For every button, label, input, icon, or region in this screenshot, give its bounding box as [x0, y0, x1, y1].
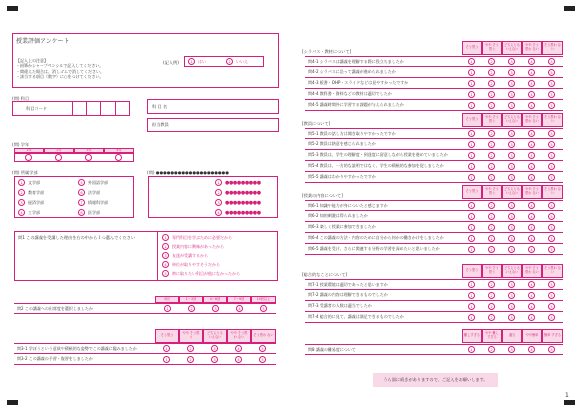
page-title: 授業評価アンケート [16, 38, 70, 45]
answer-circle[interactable]: 4 [528, 163, 535, 170]
answer-circle[interactable]: 4 [528, 303, 535, 310]
id-masked-text: ●●●●●●●●● [225, 179, 261, 186]
code-cell-divider [100, 101, 101, 116]
answer-circle[interactable]: 4 [528, 224, 535, 231]
registration-mark [7, 400, 18, 405]
answer-circle[interactable]: 4 [528, 246, 535, 253]
answer-circle[interactable]: 5 [548, 213, 555, 220]
answer-circle[interactable]: 2 [488, 102, 495, 109]
answer-circle[interactable]: 3 [508, 102, 515, 109]
scale-header: やや そう思わ ない [227, 329, 251, 343]
grade-circle[interactable] [55, 154, 62, 161]
id-option[interactable] [215, 179, 261, 186]
question-text: 問5-2 教員は熱意を感じられましたか [308, 141, 376, 146]
answer-circle[interactable]: 4 [528, 130, 535, 137]
option-circle: 2 [18, 189, 25, 196]
notes [16, 58, 104, 80]
answer-circle[interactable]: 1 [468, 174, 475, 181]
faculty-option[interactable] [18, 199, 44, 206]
scale-header: そう思わ ない [542, 185, 563, 199]
answer-circle[interactable]: 1 [468, 58, 475, 65]
question-text: 問3-2 この講義の予習・復習をしましたか [17, 356, 93, 361]
reason-divider [157, 231, 158, 281]
answer-circle[interactable]: 3 [508, 69, 515, 76]
answer-circle[interactable]: 1 [468, 314, 475, 321]
answer-circle[interactable]: 1 [468, 303, 475, 310]
answer-circle[interactable]: 2 [488, 69, 495, 76]
question-text: 問7-3 受講者の人数は適当でしたか [308, 303, 372, 308]
question-text: 問5-4 教員は、一方的な説明ではなく、学生の積極的な参加を促しましたか [308, 163, 444, 168]
attendance-circle[interactable]: 5 [260, 305, 267, 312]
scale-header: やや そう思う [179, 329, 203, 343]
option-circle: 5 [162, 270, 169, 277]
option-label: 工学部 [28, 209, 40, 215]
answer-circle[interactable]: 2 [488, 130, 495, 137]
option-circle: 6 [78, 189, 85, 196]
option-label: 単位が取りやすそうだから [172, 261, 220, 267]
answer-circle[interactable]: 4 [528, 91, 535, 98]
answer-circle[interactable]: 2 [488, 163, 495, 170]
answer-circle[interactable]: 4 [528, 202, 535, 209]
level-circle[interactable]: 1 [468, 346, 475, 353]
scale-header: やや そう思わ ない [522, 41, 542, 55]
level-header: 難しすぎる [462, 329, 482, 343]
question-text: 問5-3 教員は、学生の理解度・到達度に留意しながら授業を進めていましたか [308, 152, 448, 157]
answer-circle[interactable]: 3 [508, 303, 515, 310]
faculty-option[interactable] [78, 189, 100, 196]
attendance-header: 1〜3回 [179, 296, 203, 303]
faculty-title: (問) 所属学部 [12, 170, 38, 175]
note-line: ・間違えた場合は、消しゴムで消してください。 [16, 68, 104, 74]
registration-mark [7, 6, 18, 11]
question-text: 問7-2 講義の内容は理解できるものでしたか [308, 292, 388, 297]
scale-header: どちらとも いえない [502, 185, 522, 199]
scale-header: やや そう思わ ない [522, 264, 542, 278]
answer-circle[interactable]: 2 [488, 213, 495, 220]
answer-circle[interactable]: 2 [488, 281, 495, 288]
answer-circle[interactable]: 2 [488, 174, 495, 181]
answer-circle[interactable]: 2 [488, 202, 495, 209]
level-header: 簡単 すぎる [542, 329, 563, 343]
question-text: 問5-1 教員の話し方は聞き取りやすかったですか [308, 130, 396, 136]
answer-circle[interactable]: 1 [468, 80, 475, 87]
option-circle: 4 [215, 209, 222, 216]
answer-circle[interactable]: 4 [528, 141, 535, 148]
answer-circle[interactable]: 5 [548, 314, 555, 321]
answer-circle[interactable]: 3 [508, 152, 515, 159]
attendance-header: 4〜6回 [203, 296, 227, 303]
section-title: [授業の内容について] [302, 193, 343, 198]
answer-circle[interactable]: 5 [548, 246, 555, 253]
code-cell-divider [86, 101, 87, 116]
answer-circle[interactable]: 4 [528, 281, 535, 288]
question-row [305, 211, 563, 222]
reason-question: 問1 この講義を受講した理由を右の中から１つ選んでください [18, 235, 136, 240]
question-row [305, 222, 563, 233]
question-text: 問4-5 講義時間外に学習する課題が与えられましたか [308, 102, 404, 107]
code-cell-divider [72, 101, 73, 116]
answer-circle[interactable]: 5 [548, 303, 555, 310]
answer-circle[interactable]: 4 [235, 345, 242, 352]
grade-header: 2年 [44, 148, 74, 153]
scale-header: どちらとも いえない [502, 113, 522, 127]
answer-circle[interactable]: 1 [468, 246, 475, 253]
scale-header: そう思う [462, 185, 482, 199]
option-label: 医学部 [88, 209, 100, 215]
grade-header: 3年 [74, 148, 104, 153]
answer-circle[interactable]: 3 [508, 246, 515, 253]
answer-circle[interactable]: 5 [548, 80, 555, 87]
option-label: 授業内容に興味があったから [172, 243, 224, 249]
reason-option[interactable] [162, 261, 220, 268]
question-row [305, 172, 563, 183]
grade-circle[interactable] [25, 154, 32, 161]
question-row [305, 139, 563, 150]
option-circle: 7 [78, 199, 85, 206]
question-row [305, 56, 563, 67]
answer-circle[interactable]: 3 [508, 58, 515, 65]
answer-circle[interactable]: 5 [548, 174, 555, 181]
option-circle: 2 [162, 243, 169, 250]
faculty-option[interactable] [78, 199, 108, 206]
attendance-circle[interactable]: 3 [212, 305, 219, 312]
question-text: 問4-3 板書・OHP・スライドなどは見やすかったですか [308, 80, 409, 85]
answer-circle[interactable]: 1 [468, 281, 475, 288]
option-label: 時に取りたい科目が他になかったから [172, 270, 240, 276]
subject-code-label: 科目コード [26, 106, 47, 111]
answer-circle[interactable]: 2 [488, 80, 495, 87]
answer-circle[interactable]: 1 [468, 130, 475, 137]
faculty-option[interactable] [18, 179, 40, 186]
answer-circle[interactable]: 3 [211, 356, 218, 363]
answer-circle[interactable]: 5 [548, 141, 555, 148]
answer-circle[interactable]: 1 [468, 102, 475, 109]
option-label: 情報科学部 [88, 199, 108, 205]
answer-circle[interactable]: 1 [468, 141, 475, 148]
id-option[interactable] [215, 209, 261, 216]
answer-circle[interactable]: 5 [548, 152, 555, 159]
registration-mark [564, 400, 575, 405]
answer-circle[interactable]: 4 [528, 69, 535, 76]
reason-option[interactable] [162, 234, 232, 241]
faculty-option[interactable] [78, 179, 108, 186]
option-label: 教育学部 [28, 189, 44, 195]
faculty-option[interactable] [18, 189, 44, 196]
answer-circle[interactable]: 3 [508, 141, 515, 148]
option-label: 文学部 [28, 179, 40, 185]
answer-circle[interactable]: 5 [548, 130, 555, 137]
answer-circle[interactable]: 1 [468, 292, 475, 299]
grade-header: 4年 [104, 148, 134, 153]
answer-circle[interactable]: 2 [488, 58, 495, 65]
answer-circle[interactable]: 3 [508, 314, 515, 321]
scale-header: そう思わ ない [251, 329, 276, 343]
level-question: 問8 講義の難易度について [308, 346, 356, 352]
section-title: [シラバス・教材について] [302, 49, 352, 54]
question-text: 問7-4 総合的に見て、講義は満足できるものでしたか [308, 314, 404, 319]
answer-circle[interactable]: 5 [548, 281, 555, 288]
answer-circle[interactable]: 3 [508, 163, 515, 170]
attendance-header: 7〜9回 [227, 296, 251, 303]
note-line: 【記入上の注意】 [16, 58, 48, 63]
answer-circle[interactable]: 4 [528, 174, 535, 181]
subject-name-label: 科 目 名 [152, 104, 168, 109]
answer-circle[interactable]: 1 [163, 345, 170, 352]
scale-header: やや そう思わ ない [522, 185, 542, 199]
answer-circle[interactable]: 3 [211, 345, 218, 352]
question-row [305, 150, 563, 161]
answer-circle[interactable]: 5 [548, 235, 555, 242]
question-text: 問6-1 知識や能力が身についたと感じますか [308, 202, 388, 208]
question-row [305, 89, 563, 100]
scale-header: やや そう思う [482, 264, 502, 278]
question-text: 問6-5 講義を受け、さらに関連する分野の学習を深めたいと思いましたか [308, 246, 440, 251]
option-label: 専門科目を学ぶために必要だから [172, 234, 232, 240]
faculty-option[interactable] [18, 209, 40, 216]
option-circle: 1 [162, 234, 169, 241]
answer-circle[interactable]: 1 [468, 213, 475, 220]
question-text: 問5-5 講義はわかりやすかったですか [308, 174, 376, 179]
id-option[interactable] [215, 199, 261, 206]
example-no-label: いいえ [236, 58, 248, 64]
page-number: 1 [565, 392, 569, 399]
example-no [226, 58, 248, 65]
answer-circle[interactable]: 4 [528, 152, 535, 159]
attendance-header: 10回以上 [251, 296, 276, 303]
question-row [305, 233, 563, 244]
question-row [305, 100, 563, 111]
level-circle[interactable]: 2 [488, 346, 495, 353]
attendance-circle[interactable]: 4 [236, 305, 243, 312]
option-label: 外国語学部 [88, 179, 108, 185]
reason-option[interactable] [162, 270, 240, 277]
answer-circle[interactable]: 2 [488, 314, 495, 321]
question-text: 問4-2 シラバスに沿って講義が進められましたか [308, 69, 396, 74]
footer-note [373, 373, 498, 387]
question-text: 問6-3 楽しく授業に参加できましたか [308, 224, 376, 229]
question-row [305, 128, 563, 139]
answer-circle[interactable]: 2 [488, 292, 495, 299]
id-masked-text: ●●●●●●●●● [225, 209, 261, 216]
answer-circle[interactable]: 5 [548, 102, 555, 109]
question-text: 問4-4 教科書・資料などの教材は適切でしたか [308, 91, 392, 96]
answer-circle[interactable]: 3 [508, 130, 515, 137]
answer-circle[interactable]: 4 [235, 356, 242, 363]
answer-circle[interactable]: 1 [468, 91, 475, 98]
question-text: 問3-1 学ぼうという意欲や積極的な姿勢でこの講義に臨みましたか [17, 345, 137, 351]
id-block-title: (問) ●●●●●●●●●●●●●●●●●●●● [147, 170, 229, 175]
example-yes [188, 58, 206, 65]
answer-circle[interactable]: 5 [259, 356, 266, 363]
answer-circle[interactable]: 2 [488, 235, 495, 242]
subject-title: (問) 科目 [12, 96, 30, 101]
answer-circle[interactable]: 2 [488, 152, 495, 159]
answer-circle[interactable]: 2 [488, 303, 495, 310]
attendance-header: 0回 [155, 296, 179, 303]
scale-header: そう思う [155, 329, 179, 343]
question-row [305, 312, 563, 323]
question-text: 問4-1 シラバスは講義を理解する際に役立ちましたか [308, 58, 404, 64]
answer-circle[interactable]: 2 [488, 224, 495, 231]
code-cell-divider [115, 101, 116, 116]
answer-circle[interactable]: 3 [508, 91, 515, 98]
answer-circle[interactable]: 1 [468, 202, 475, 209]
scale-header: そう思わ ない [542, 113, 563, 127]
scale-header: そう思わ ない [542, 264, 563, 278]
example-yes-label: はい [198, 58, 206, 64]
grade-circle[interactable] [115, 154, 122, 161]
scale-header: やや そう思う [482, 113, 502, 127]
faculty-option[interactable] [78, 209, 100, 216]
answer-circle[interactable]: 4 [528, 235, 535, 242]
answer-circle[interactable]: 1 [468, 235, 475, 242]
answer-circle[interactable]: 4 [528, 102, 535, 109]
scale-header: そう思う [462, 41, 482, 55]
level-circle[interactable]: 4 [528, 346, 535, 353]
answer-circle[interactable]: 4 [528, 58, 535, 65]
scale-header: やや そう思わ ない [522, 113, 542, 127]
reason-option[interactable] [162, 243, 224, 250]
scale-header: やや そう思う [482, 41, 502, 55]
option-circle: 4 [162, 261, 169, 268]
question-row [305, 67, 563, 78]
option-circle: 3 [18, 199, 25, 206]
answer-circle[interactable]: 3 [508, 281, 515, 288]
id-option[interactable] [215, 189, 261, 196]
question-row [305, 78, 563, 89]
attendance-circle[interactable]: 2 [188, 305, 195, 312]
answer-circle[interactable]: 5 [548, 202, 555, 209]
option-label: 法学部 [88, 189, 100, 195]
answer-circle[interactable]: 5 [548, 58, 555, 65]
note-line: ・該当する項目（数字）に○をつけてください。 [16, 74, 104, 80]
answer-circle[interactable]: 4 [528, 213, 535, 220]
question-text: 問7-1 授業環境は適切であったと思いますか [308, 281, 388, 287]
question-text: 問6-2 知的刺激は得られましたか [308, 213, 368, 218]
example-yes-circle: 1 [188, 58, 195, 65]
option-label: 友達が受講するから [172, 252, 208, 258]
scale-header: どちらとも いえない [502, 264, 522, 278]
answer-circle[interactable]: 5 [548, 163, 555, 170]
answer-circle[interactable]: 2 [488, 246, 495, 253]
answer-circle[interactable]: 3 [508, 235, 515, 242]
question-row [305, 290, 563, 301]
scale-header: どちらとも いえない [502, 41, 522, 55]
option-circle: 1 [215, 179, 222, 186]
question-row [305, 200, 563, 211]
registration-mark [564, 6, 575, 11]
level-header: 適当 [502, 329, 522, 343]
level-row [305, 344, 563, 355]
scale-header: どちらとも いえない [203, 329, 227, 343]
answer-circle[interactable]: 2 [488, 141, 495, 148]
answer-circle[interactable]: 1 [468, 152, 475, 159]
answer-circle[interactable]: 2 [187, 356, 194, 363]
answer-circle[interactable]: 5 [548, 224, 555, 231]
answer-circle[interactable]: 5 [259, 345, 266, 352]
grade-header: 1年 [14, 148, 44, 153]
answer-circle[interactable]: 1 [163, 356, 170, 363]
id-masked-text: ●●●●●●●●● [225, 199, 261, 206]
answer-circle[interactable]: 1 [468, 224, 475, 231]
option-circle: 1 [18, 179, 25, 186]
question-row [305, 161, 563, 172]
question-row [305, 301, 563, 312]
level-header: やや簡単 [522, 329, 542, 343]
level-circle[interactable]: 5 [548, 346, 555, 353]
question-row [305, 279, 563, 290]
answer-circle[interactable]: 3 [508, 174, 515, 181]
answer-circle[interactable]: 3 [508, 224, 515, 231]
id-masked-text: ●●●●●●●●● [225, 189, 261, 196]
answer-circle[interactable]: 1 [468, 69, 475, 76]
level-header: やや 難しすぎる [482, 329, 502, 343]
answer-circle[interactable]: 3 [508, 292, 515, 299]
level-circle[interactable]: 3 [508, 346, 515, 353]
answer-circle[interactable]: 3 [508, 213, 515, 220]
answer-circle[interactable]: 3 [508, 80, 515, 87]
answer-circle[interactable]: 4 [528, 314, 535, 321]
answer-circle[interactable]: 2 [488, 91, 495, 98]
answer-circle[interactable]: 4 [528, 292, 535, 299]
option-circle: 8 [78, 209, 85, 216]
grade-title: (問) 学年 [12, 142, 30, 147]
section-title: [教員について] [302, 121, 331, 126]
attendance-circle[interactable]: 1 [164, 305, 171, 312]
option-circle: 4 [18, 209, 25, 216]
answer-circle[interactable]: 2 [187, 345, 194, 352]
answer-circle[interactable]: 4 [528, 80, 535, 87]
scale-header: そう思う [462, 113, 482, 127]
scale-header: やや そう思う [482, 185, 502, 199]
answer-circle[interactable]: 5 [548, 69, 555, 76]
note-line: ・鉛筆かシャープペンシルで記入してください。 [16, 63, 104, 69]
answer-circle[interactable]: 5 [548, 292, 555, 299]
option-label: 経済学部 [28, 199, 44, 205]
answer-circle[interactable]: 3 [508, 202, 515, 209]
attendance-question: 問2 この講義への出席度を選択しましたか [17, 305, 93, 311]
answer-circle[interactable]: 5 [548, 91, 555, 98]
option-circle: 3 [162, 252, 169, 259]
example-no-circle: 2 [226, 58, 233, 65]
reason-option[interactable] [162, 252, 208, 259]
option-circle: 2 [215, 189, 222, 196]
scale-header: そう思わ ない [542, 41, 563, 55]
example-label: (記入例) [163, 60, 179, 65]
option-circle: 5 [78, 179, 85, 186]
question-text: 問6-4 この講義の方法・内容のために自分から何かの働きかけをしましたか [308, 235, 444, 240]
answer-circle[interactable]: 1 [468, 163, 475, 170]
grade-circle[interactable] [85, 154, 92, 161]
footer-note-text: うら面に続きがありますので、ご記入をお願いします。 [383, 377, 488, 382]
section-title: [総合的なことについて] [302, 272, 348, 277]
teacher-label: 担当教員 [152, 122, 169, 127]
scale-header: そう思う [462, 264, 482, 278]
option-circle: 3 [215, 199, 222, 206]
question-row [305, 244, 563, 255]
